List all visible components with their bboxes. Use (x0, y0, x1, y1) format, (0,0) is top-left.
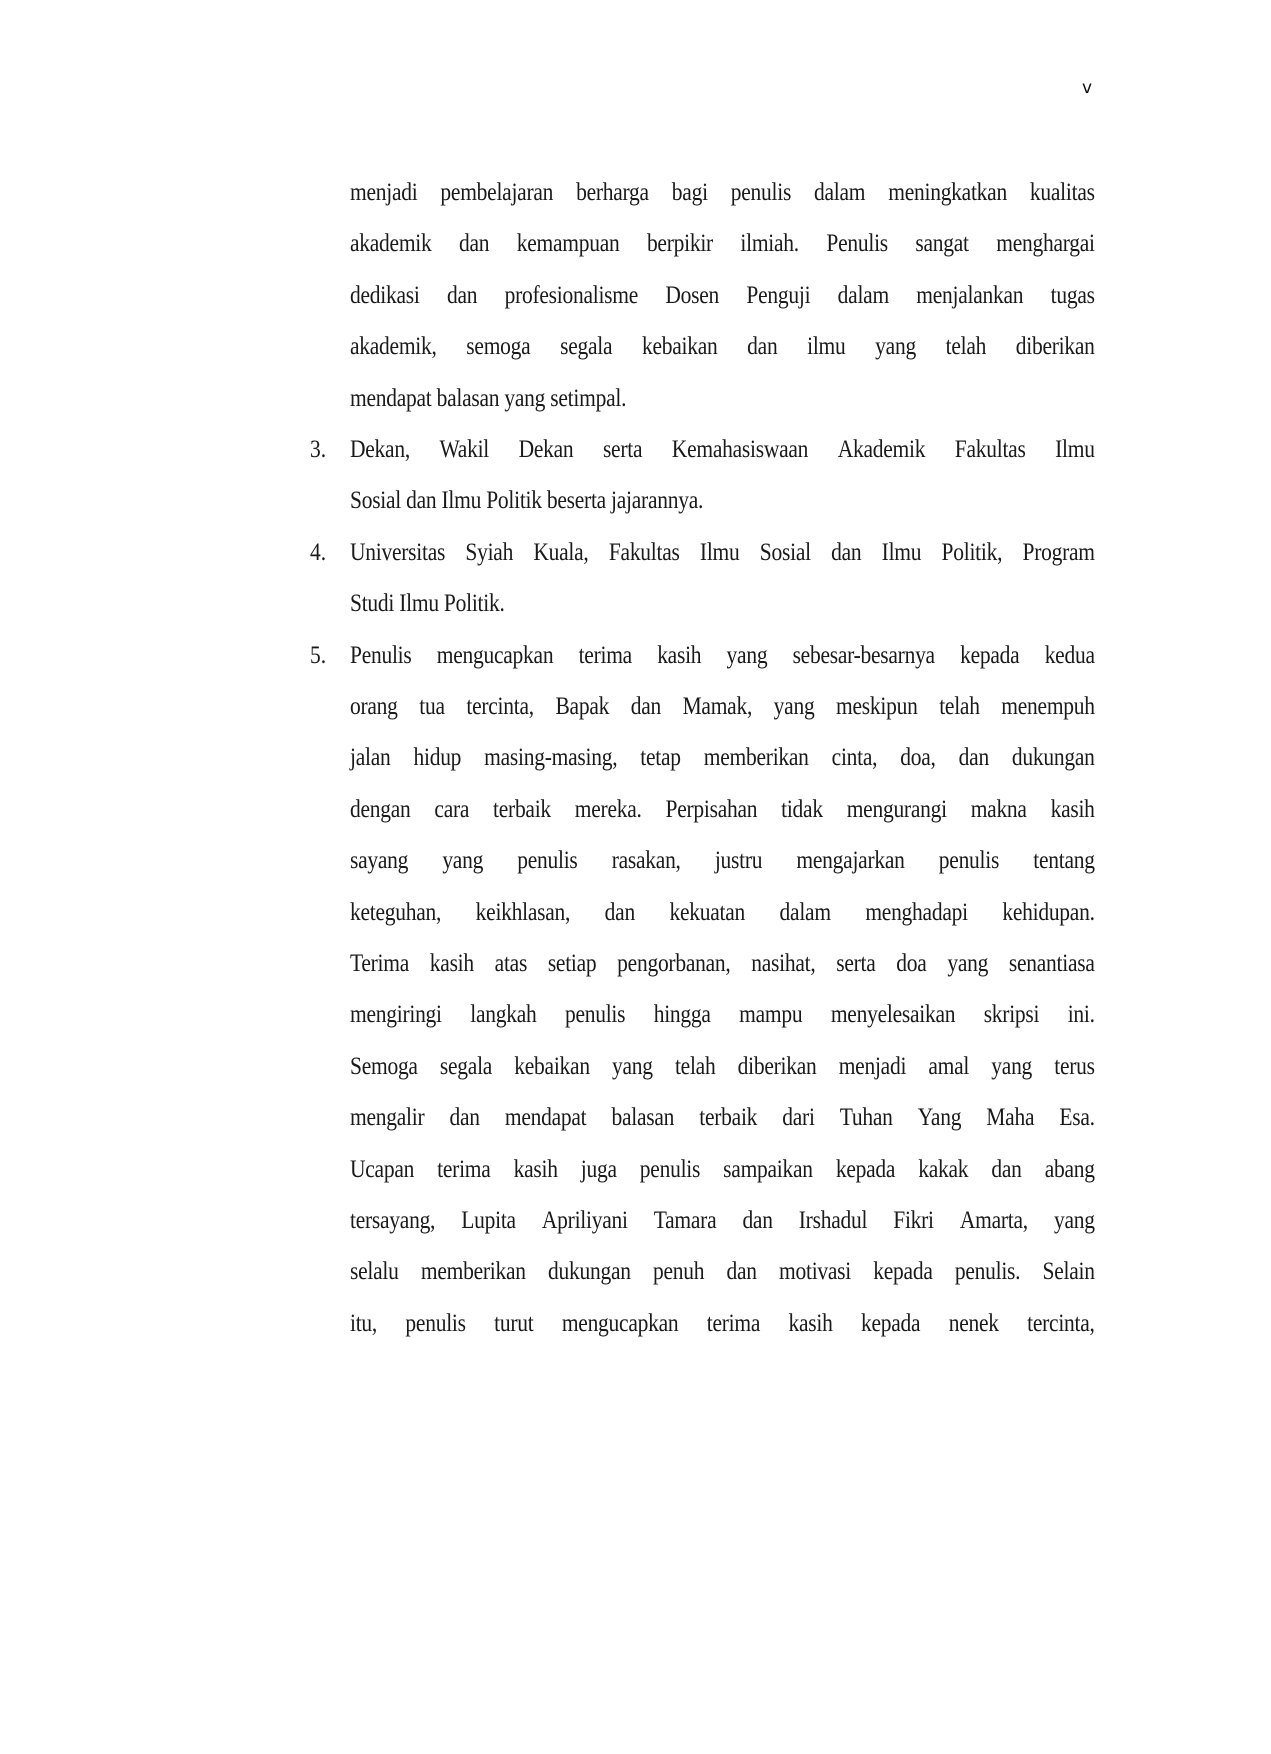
word: meningkatkan (888, 179, 1007, 206)
word: kepada (873, 1258, 933, 1286)
word: pembelajaran (440, 179, 554, 206)
word: tersayang, (350, 1207, 436, 1234)
word: semoga (466, 333, 531, 361)
word: itu, (350, 1309, 378, 1337)
word: juga (580, 1155, 617, 1183)
word: penuh (652, 1258, 705, 1286)
word: dalam (837, 281, 889, 309)
text-line (350, 229, 1095, 259)
word: terus (1054, 1052, 1095, 1080)
word: penulis (639, 1155, 701, 1183)
word: menjalankan (916, 281, 1024, 309)
word: dan (726, 1258, 757, 1286)
word: dari (782, 1104, 815, 1132)
word: kualitas (1029, 179, 1095, 206)
word: terima (706, 1309, 761, 1337)
word: mengucapkan (436, 641, 554, 669)
word: ilmu (807, 333, 846, 361)
word: yang (442, 847, 484, 875)
word: langkah (470, 1001, 537, 1029)
word: meskipun (836, 693, 918, 720)
text-line (350, 692, 1095, 722)
word: Program (1022, 538, 1095, 566)
word: tidak (781, 795, 823, 823)
word: Penulis (350, 641, 412, 669)
word: telah (939, 693, 980, 720)
word: mengucapkan (561, 1309, 679, 1337)
word: mengalir (350, 1104, 425, 1132)
word: penulis (730, 179, 792, 206)
word: hidup (413, 744, 462, 772)
word: Ilmu (881, 538, 922, 566)
word: dan (747, 333, 778, 361)
text-line (350, 435, 1095, 465)
word: Selain (1042, 1258, 1095, 1286)
word: nasihat, (751, 950, 816, 977)
list-number: 5. (310, 641, 327, 669)
word: balasan (611, 1104, 675, 1132)
word: dalam (814, 179, 866, 206)
word: dukungan (547, 1258, 631, 1286)
text-line (350, 795, 1095, 825)
word: sampaikan (723, 1155, 813, 1183)
word: Politik, (941, 538, 1003, 566)
word: doa, (900, 744, 936, 772)
word: yang (947, 950, 989, 977)
word: mampu (739, 1001, 803, 1029)
word: dan (958, 744, 989, 772)
word: mengajarkan (796, 847, 905, 875)
word: mengiringi (350, 1001, 442, 1029)
text-line (350, 949, 1095, 979)
word: tentang (1033, 847, 1095, 875)
word: dukungan (1011, 744, 1095, 772)
word: kepada (960, 641, 1020, 669)
word: tua (419, 693, 445, 720)
word: keteguhan, (350, 898, 442, 926)
text-line (350, 332, 1095, 362)
word: Penulis (826, 230, 888, 258)
word: yang (1053, 1207, 1095, 1234)
word: Esa. (1059, 1104, 1095, 1132)
word: terbaik (493, 795, 551, 823)
word: amal (928, 1052, 970, 1080)
word: dengan (350, 795, 411, 823)
word: dan (604, 898, 635, 926)
word: Penguji (746, 281, 811, 309)
word: yang (875, 333, 916, 361)
text-line (350, 1155, 1095, 1185)
word: dan (831, 538, 862, 566)
text-line (350, 1000, 1095, 1030)
word: kebaikan (514, 1052, 590, 1080)
word: penulis (938, 847, 1000, 875)
word: kasih (657, 641, 702, 669)
word: Kemahasiswaan (671, 436, 809, 463)
word: penulis (405, 1309, 466, 1337)
word: Lupita (461, 1207, 516, 1234)
word: kemampuan (516, 230, 620, 258)
word: serta (602, 436, 643, 463)
word: Dekan, (350, 436, 410, 463)
word: skripsi (983, 1001, 1040, 1029)
word: Tuhan (839, 1104, 893, 1132)
word: terima (437, 1155, 491, 1183)
word: menempuh (1001, 693, 1095, 720)
word: Amarta, (959, 1207, 1028, 1234)
word: menjadi (350, 179, 418, 206)
word: Bapak (555, 693, 610, 720)
list-number: 4. (310, 538, 327, 566)
word: mereka. (574, 795, 642, 823)
word: kasih (513, 1155, 558, 1183)
word: Yang (917, 1104, 962, 1132)
word: dalam (779, 898, 831, 926)
word: Mamak, (682, 693, 753, 720)
word: doa (896, 950, 927, 977)
word: Ilmu (1055, 436, 1095, 463)
word: menghadapi (865, 898, 968, 926)
word: Ilmu (699, 538, 740, 566)
word: dedikasi (350, 281, 420, 309)
word: kasih (1050, 795, 1095, 823)
word: nenek (948, 1309, 999, 1337)
word: berpikir (646, 230, 713, 258)
word: cinta, (831, 744, 878, 772)
word: tercinta, (1027, 1309, 1095, 1337)
word: Syiah (465, 538, 514, 566)
word: Universitas (350, 538, 446, 566)
word: diberikan (737, 1052, 817, 1080)
word: diberikan (1015, 333, 1095, 361)
word: motivasi (779, 1258, 852, 1286)
word: Kuala, (533, 538, 589, 566)
word: sangat (915, 230, 969, 258)
word: Perpisahan (665, 795, 758, 823)
word: akademik (350, 230, 432, 258)
word: kasih (429, 950, 474, 977)
text-line (350, 743, 1095, 773)
word: justru (714, 847, 763, 875)
word: Semoga (350, 1052, 418, 1080)
word: kebaikan (641, 333, 718, 361)
word: kepada (860, 1309, 921, 1337)
word: rasakan, (611, 847, 681, 875)
word: terbaik (699, 1104, 758, 1132)
text-line (350, 178, 1095, 208)
word: memberikan (703, 744, 809, 772)
word: jalan (350, 744, 391, 772)
word: kakak (918, 1155, 969, 1183)
word: cara (434, 795, 470, 823)
word: terima (578, 641, 632, 669)
word: telah (674, 1052, 716, 1080)
text-line (350, 1309, 1095, 1339)
text-line (350, 281, 1095, 311)
word: Fakultas (954, 436, 1026, 463)
word: menjadi (838, 1052, 907, 1080)
word: Fikri (893, 1207, 934, 1234)
word: menyelesaikan (830, 1001, 956, 1029)
word: ini. (1067, 1001, 1095, 1029)
text-line (350, 846, 1095, 876)
word: kedua (1044, 641, 1095, 669)
text-line (350, 1103, 1095, 1133)
word: kasih (788, 1309, 833, 1337)
word: Dosen (665, 281, 720, 309)
word: memberikan (420, 1258, 526, 1286)
word: tugas (1050, 281, 1095, 309)
word: akademik, (350, 333, 437, 361)
word: Sosial (759, 538, 811, 566)
text-line: Studi Ilmu Politik. (350, 590, 505, 618)
word: berharga (576, 179, 649, 206)
word: mengurangi (846, 795, 947, 823)
word: turut (494, 1309, 534, 1337)
word: Wakil (439, 436, 490, 463)
word: dan (991, 1155, 1022, 1183)
word: tetap (640, 744, 681, 772)
word: Maha (986, 1104, 1035, 1132)
word: dan (458, 230, 490, 258)
word: Irshadul (798, 1207, 868, 1234)
word: profesionalisme (504, 281, 639, 309)
word: dan (446, 281, 478, 309)
text-line (350, 1206, 1095, 1236)
word: segala (560, 333, 613, 361)
text-line (350, 538, 1095, 568)
text-line (350, 1052, 1095, 1082)
word: penulis (517, 847, 578, 875)
word: abang (1044, 1155, 1095, 1183)
word: menghargai (996, 230, 1095, 258)
word: segala (439, 1052, 493, 1080)
word: ilmiah. (740, 230, 799, 258)
word: kehidupan. (1002, 898, 1095, 926)
word: kepada (835, 1155, 896, 1183)
word: penulis (564, 1001, 626, 1029)
word: Akademik (837, 436, 926, 463)
word: makna (970, 795, 1027, 823)
text-line: mendapat balasan yang setimpal. (350, 384, 627, 412)
word: yang (726, 641, 768, 669)
word: Terima (350, 950, 410, 977)
word: telah (945, 333, 987, 361)
word: Ucapan (350, 1155, 415, 1183)
word: serta (836, 950, 876, 977)
word: masing-masing, (484, 744, 618, 772)
text-line (350, 641, 1095, 671)
word: Fakultas (608, 538, 680, 566)
word: pengorbanan, (617, 950, 731, 977)
word: yang (991, 1052, 1033, 1080)
word: yang (612, 1052, 653, 1080)
word: hingga (653, 1001, 711, 1029)
word: senantiasa (1008, 950, 1095, 977)
word: Apriliyani (541, 1207, 628, 1234)
word: orang (350, 693, 398, 720)
word: mendapat (504, 1104, 587, 1132)
text-line (350, 898, 1095, 928)
word: dan (742, 1207, 773, 1234)
word: yang (773, 693, 815, 720)
word: keikhlasan, (475, 898, 571, 926)
word: dan (449, 1104, 480, 1132)
word: selalu (350, 1258, 399, 1286)
word: sebesar-besarnya (792, 641, 935, 669)
word: dan (630, 693, 661, 720)
text-line: Sosial dan Ilmu Politik beserta jajarannya. (350, 487, 704, 515)
word: sayang (350, 847, 409, 875)
text-line (350, 1257, 1095, 1287)
word: penulis. (954, 1258, 1021, 1286)
word: bagi (671, 179, 708, 206)
word: setiap (547, 950, 597, 977)
word: kekuatan (669, 898, 746, 926)
word: atas (494, 950, 528, 977)
word: Dekan (518, 436, 574, 463)
word: Tamara (653, 1207, 717, 1234)
word: tercinta, (466, 693, 534, 720)
page-number: v (1082, 78, 1093, 98)
list-number: 3. (310, 436, 327, 463)
